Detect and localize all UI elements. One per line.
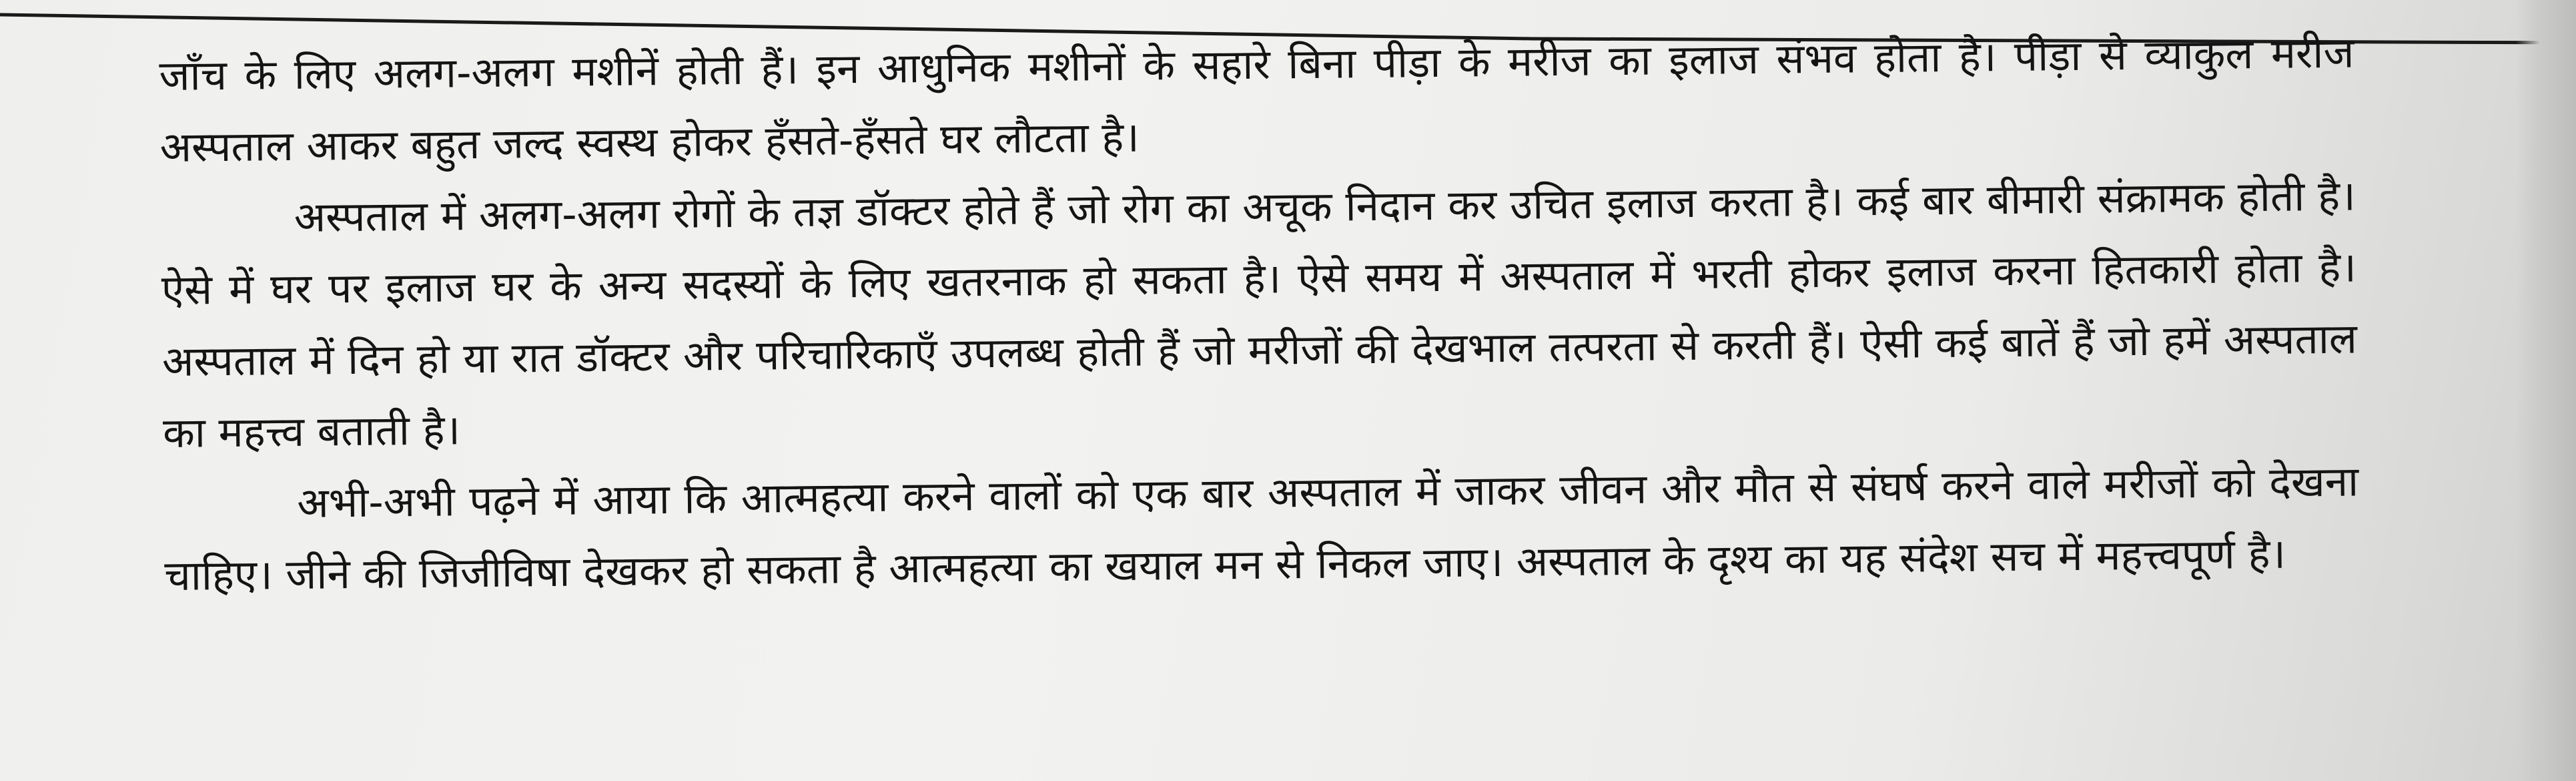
- paragraph-3: अभी-अभी पढ़ने में आया कि आत्महत्या करने वालों को एक बार अस्पताल में जाकर जीवन और मौत से संघर्ष करने वाले मरीजों को देखना चाहिए। जीने की जिजीविषा देखकर हो सकता है आत्महत्या का खयाल मन से निकल जाए। अस्पताल के दृश्य का यह संदेश सच में महत्त्वपूर्ण है।: [164, 457, 2359, 600]
- paragraph-1: जाँच के लिए अलग-अलग मशीनें होती हैं। इन आधुनिक मशीनों के सहारे बिना पीड़ा के मरीज का इलाज संभव होता है। पीड़ा से व्याकुल मरीज अस्पताल आकर बहुत जल्द स्वस्थ होकर हँसते-हँसते घर लौटता है।: [159, 28, 2354, 172]
- body-text: [159, 17, 2360, 611]
- page-edge-shadow: [2516, 0, 2576, 781]
- paragraph-2: अस्पताल में अलग-अलग रोगों के तज्ञ डॉक्टर होते हैं जो रोग का अचूक निदान कर उचित इलाज करता है। कई बार बीमारी संक्रामक होती है। ऐसे में घर पर इलाज घर के अन्य सदस्यों के लिए खतरनाक हो सकता है। ऐसे समय में अस्पताल में भरती होकर इलाज करना हितकारी होता है। अस्पताल में दिन हो या रात डॉक्टर और परिचारिकाएँ उपलब्ध होती हैं जो मरीजों की देखभाल तत्परता से करती हैं। ऐसी कई बातें हैं जो हमें अस्पताल का महत्त्व बताती है।: [161, 171, 2358, 457]
